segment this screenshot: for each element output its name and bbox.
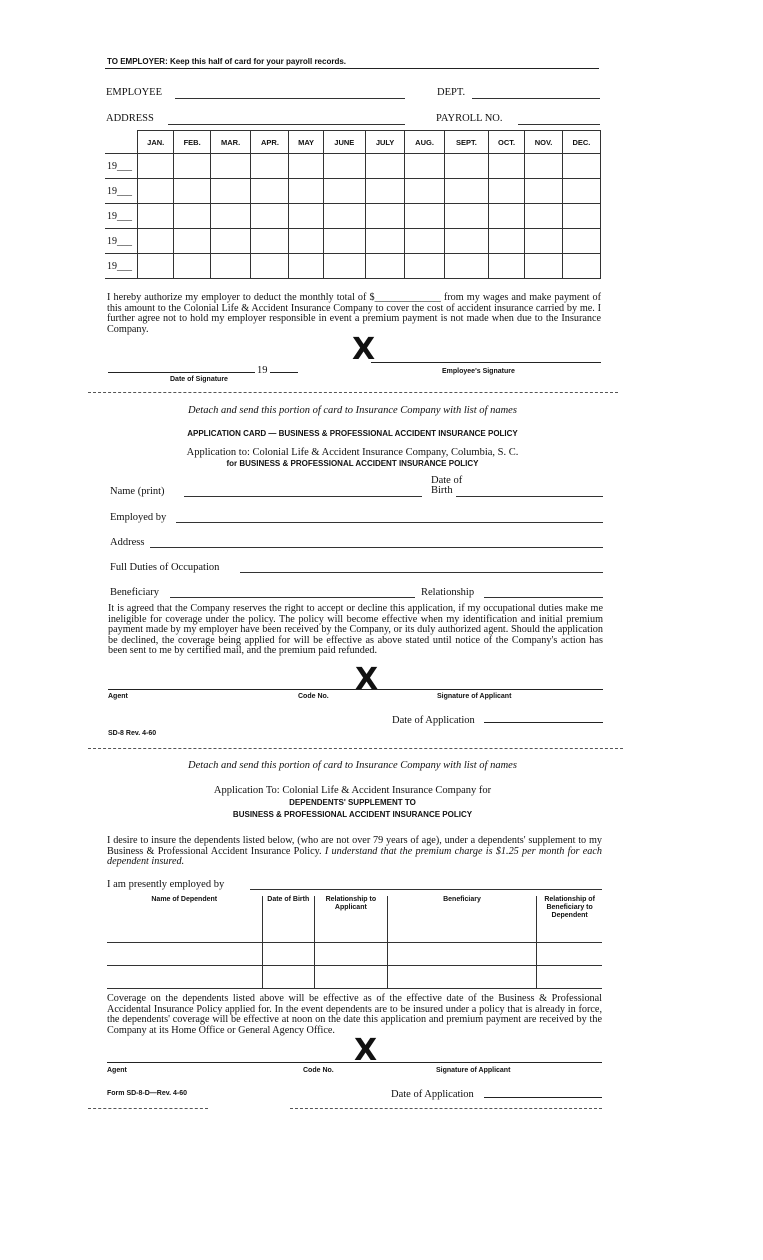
dob-field[interactable] bbox=[456, 484, 603, 497]
dependents-title-1: DEPENDENTS' SUPPLEMENT TO bbox=[289, 798, 416, 807]
dep-date-of-application-line[interactable] bbox=[484, 1097, 602, 1098]
payroll-cell[interactable] bbox=[251, 204, 289, 229]
desire-text-main: I desire to insure the dependents listed below, (who are not over 79 years of age), under a dependents' supplement to my Business & Professional Accident Insurance Policy. bbox=[107, 835, 602, 857]
month-header: JUNE bbox=[323, 131, 365, 154]
name-label: Name (print) bbox=[110, 486, 165, 497]
date-year: 19 bbox=[257, 365, 268, 376]
payroll-cell[interactable] bbox=[562, 154, 600, 179]
dob-label-2: Birth bbox=[431, 485, 453, 496]
payroll-cell[interactable] bbox=[174, 229, 210, 254]
authorization-text: I hereby authorize my employer to deduct the monthly total of $_____________ from my wages and make payment of this amount to the Colonial Life & Accident Insurance Company to cover the cost of accident insurance carried by me. I further agree not to hold my employer responsible in event a premium payment is not made when due to the Insurance Company. bbox=[107, 292, 601, 335]
desire-text-premium: I understand that the premium charge is $1.25 per month for each dependent insured. bbox=[107, 845, 603, 867]
payroll-cell[interactable] bbox=[488, 204, 524, 229]
year-label: 19___ bbox=[105, 154, 138, 179]
payroll-cell[interactable] bbox=[488, 254, 524, 279]
date-of-signature-line[interactable] bbox=[108, 372, 255, 373]
dependent-cell[interactable] bbox=[315, 966, 388, 989]
payroll-cell[interactable] bbox=[138, 179, 174, 204]
payroll-cell[interactable] bbox=[138, 204, 174, 229]
month-header: APR. bbox=[251, 131, 289, 154]
payroll-cell[interactable] bbox=[525, 229, 563, 254]
month-header: DEC. bbox=[562, 131, 600, 154]
payroll-cell[interactable] bbox=[525, 204, 563, 229]
payroll-cell[interactable] bbox=[525, 179, 563, 204]
coverage-text: Coverage on the dependents listed above will be effective as of the effective date of the Business & Professional Accidental Insurance Policy applied for. In the event dependents are to be insured under a policy that is already in force, the dependents' coverage will be effective at noon on the date this application and premium payment are received by the Company at its Home Office or General Agency Office. bbox=[107, 993, 602, 1036]
payroll-cell[interactable] bbox=[289, 229, 323, 254]
employee-signature-line[interactable] bbox=[371, 362, 601, 363]
year-label: 19___ bbox=[105, 229, 138, 254]
payroll-cell[interactable] bbox=[405, 254, 445, 279]
dependent-cell[interactable] bbox=[387, 943, 537, 966]
payroll-cell[interactable] bbox=[488, 229, 524, 254]
payroll-cell[interactable] bbox=[444, 179, 488, 204]
presently-employed-field[interactable] bbox=[250, 877, 602, 890]
payroll-cell[interactable] bbox=[251, 254, 289, 279]
payroll-cell[interactable] bbox=[405, 229, 445, 254]
payroll-cell[interactable] bbox=[174, 254, 210, 279]
payroll-cell[interactable] bbox=[174, 204, 210, 229]
payroll-cell[interactable] bbox=[251, 229, 289, 254]
payroll-cell[interactable] bbox=[444, 204, 488, 229]
payroll-cell[interactable] bbox=[174, 154, 210, 179]
payroll-cell[interactable] bbox=[251, 179, 289, 204]
payroll-cell[interactable] bbox=[210, 204, 251, 229]
beneficiary-field[interactable] bbox=[170, 585, 415, 598]
payroll-cell[interactable] bbox=[323, 254, 365, 279]
detach-note-1: Detach and send this portion of card to Insurance Company with list of names bbox=[188, 405, 517, 416]
date-year-line[interactable] bbox=[270, 372, 298, 373]
dependent-cell[interactable] bbox=[262, 943, 315, 966]
year-label: 19___ bbox=[105, 204, 138, 229]
month-header: OCT. bbox=[488, 131, 524, 154]
dependent-cell[interactable] bbox=[537, 920, 602, 943]
month-header: MAY bbox=[289, 131, 323, 154]
payroll-cell[interactable] bbox=[562, 229, 600, 254]
payroll-cell[interactable] bbox=[365, 204, 404, 229]
header-rule bbox=[105, 68, 599, 69]
payroll-cell[interactable] bbox=[365, 179, 404, 204]
dependents-application-to: Application To: Colonial Life & Accident Insurance Company for bbox=[213, 785, 492, 796]
duties-field[interactable] bbox=[240, 560, 603, 573]
payroll-cell[interactable] bbox=[323, 154, 365, 179]
payroll-year-row bbox=[105, 154, 601, 179]
agent-label: Agent bbox=[108, 693, 128, 700]
payroll-cell[interactable] bbox=[210, 254, 251, 279]
dep-date-of-application-label: Date of Application bbox=[391, 1089, 474, 1100]
payroll-cell[interactable] bbox=[525, 254, 563, 279]
detach-note-2: Detach and send this portion of card to Insurance Company with list of names bbox=[188, 760, 517, 771]
year-header bbox=[105, 131, 138, 154]
payroll-year-row bbox=[105, 254, 601, 279]
date-of-application-label: Date of Application bbox=[392, 715, 475, 726]
agent-signature-line[interactable] bbox=[108, 689, 603, 690]
payroll-cell[interactable] bbox=[562, 254, 600, 279]
payroll-cell[interactable] bbox=[444, 254, 488, 279]
presently-employed-label: I am presently employed by bbox=[107, 879, 225, 890]
dob-label-1: Date of bbox=[431, 475, 463, 486]
payroll-cell[interactable] bbox=[210, 179, 251, 204]
payroll-cell[interactable] bbox=[365, 154, 404, 179]
year-label: 19___ bbox=[105, 254, 138, 279]
payroll-cell[interactable] bbox=[405, 154, 445, 179]
applicant-signature-label: Signature of Applicant bbox=[437, 693, 512, 700]
dep-agent-signature-line[interactable] bbox=[107, 1062, 602, 1063]
payroll-no-field[interactable] bbox=[518, 112, 600, 125]
date-of-signature-label: Date of Signature bbox=[170, 376, 228, 383]
app-signature-x-mark: X bbox=[355, 662, 379, 697]
for-policy: for BUSINESS & PROFESSIONAL ACCIDENT INSURANCE POLICY bbox=[226, 459, 479, 468]
month-header: SEPT. bbox=[444, 131, 488, 154]
payroll-cell[interactable] bbox=[289, 154, 323, 179]
form-number-1: SD-8 Rev. 4-60 bbox=[108, 730, 157, 737]
dependent-cell[interactable] bbox=[537, 943, 602, 966]
employed-by-field[interactable] bbox=[176, 510, 603, 523]
payroll-cell[interactable] bbox=[365, 254, 404, 279]
payroll-cell[interactable] bbox=[289, 204, 323, 229]
application-to: Application to: Colonial Life & Accident Insurance Company, Columbia, S. C. bbox=[186, 447, 519, 458]
dependent-cell[interactable] bbox=[315, 943, 388, 966]
employee-field[interactable] bbox=[175, 86, 405, 99]
dependent-cell[interactable] bbox=[387, 966, 537, 989]
month-header: JULY bbox=[365, 131, 404, 154]
year-label: 19___ bbox=[105, 179, 138, 204]
dependent-row bbox=[107, 920, 602, 943]
dependents-column-header: Relationship of Beneficiary to Dependent bbox=[537, 896, 602, 920]
dependent-cell[interactable] bbox=[107, 943, 262, 966]
payroll-cell[interactable] bbox=[444, 154, 488, 179]
payroll-cell[interactable] bbox=[562, 204, 600, 229]
payroll-year-row bbox=[105, 179, 601, 204]
payroll-cell[interactable] bbox=[138, 254, 174, 279]
payroll-cell[interactable] bbox=[525, 154, 563, 179]
employee-signature-label: Employee's Signature bbox=[442, 368, 515, 375]
dep-agent-label: Agent bbox=[107, 1067, 127, 1074]
desire-text bbox=[107, 836, 602, 868]
payroll-cell[interactable] bbox=[289, 179, 323, 204]
month-header: AUG. bbox=[405, 131, 445, 154]
employed-by-label: Employed by bbox=[110, 512, 167, 523]
payroll-cell[interactable] bbox=[444, 229, 488, 254]
dependent-cell[interactable] bbox=[387, 920, 537, 943]
payroll-cell[interactable] bbox=[210, 154, 251, 179]
signature-x-mark: X bbox=[352, 332, 376, 367]
dept-label: DEPT. bbox=[437, 87, 466, 98]
beneficiary-label: Beneficiary bbox=[110, 587, 159, 598]
perforation-line-2 bbox=[88, 748, 623, 749]
name-field[interactable] bbox=[184, 484, 422, 497]
app-address-field[interactable] bbox=[150, 535, 603, 548]
dep-signature-label: Signature of Applicant bbox=[436, 1067, 511, 1074]
dependents-column-header: Date of Birth bbox=[262, 896, 315, 920]
dependent-cell[interactable] bbox=[262, 920, 315, 943]
payroll-cell[interactable] bbox=[174, 179, 210, 204]
dependent-cell[interactable] bbox=[262, 966, 315, 989]
payroll-year-row bbox=[105, 204, 601, 229]
payroll-cell[interactable] bbox=[251, 154, 289, 179]
address-field[interactable] bbox=[168, 112, 405, 125]
code-no-label: Code No. bbox=[298, 693, 329, 700]
agreement-text: It is agreed that the Company reserves the right to accept or decline this application, if my occupational duties make me ineligible for coverage under the policy. The policy will become effective when my identification and initial premium payment made by my employer have been received by the Company, or its duly authorized agent. Should the application be declined, the coverage being applied for will be effective as above stated until notice of the Company's action has been sent to me by certified mail, and the premium paid refunded. bbox=[108, 603, 603, 656]
dependents-column-header: Name of Dependent bbox=[107, 896, 262, 920]
payroll-cell[interactable] bbox=[138, 229, 174, 254]
dependent-row bbox=[107, 966, 602, 989]
payroll-no-label: PAYROLL NO. bbox=[436, 113, 503, 124]
payroll-cell[interactable] bbox=[405, 204, 445, 229]
app-address-label: Address bbox=[110, 537, 145, 548]
payroll-cell[interactable] bbox=[323, 204, 365, 229]
dependent-cell[interactable] bbox=[107, 920, 262, 943]
payroll-year-row bbox=[105, 229, 601, 254]
dep-code-no-label: Code No. bbox=[303, 1067, 334, 1074]
date-of-application-line[interactable] bbox=[484, 722, 603, 723]
dependents-column-header: Beneficiary bbox=[387, 896, 537, 920]
payroll-cell[interactable] bbox=[562, 179, 600, 204]
dependent-row bbox=[107, 943, 602, 966]
dependents-title-2: BUSINESS & PROFESSIONAL ACCIDENT INSURANCE POLICY bbox=[232, 810, 473, 819]
payroll-cell[interactable] bbox=[488, 154, 524, 179]
relationship-label: Relationship bbox=[421, 587, 475, 598]
form-number-2: Form SD-8-D—Rev. 4-60 bbox=[107, 1090, 188, 1097]
payroll-table bbox=[105, 130, 601, 279]
perforation-line-3a bbox=[88, 1108, 208, 1109]
dependents-table bbox=[107, 896, 602, 989]
month-header: JAN. bbox=[138, 131, 174, 154]
dependent-cell[interactable] bbox=[107, 966, 262, 989]
dept-field[interactable] bbox=[472, 86, 600, 99]
month-header: FEB. bbox=[174, 131, 210, 154]
payroll-cell[interactable] bbox=[138, 154, 174, 179]
payroll-cell[interactable] bbox=[210, 229, 251, 254]
application-card-title: APPLICATION CARD — BUSINESS & PROFESSIONAL ACCIDENT INSURANCE POLICY bbox=[187, 429, 518, 438]
month-header: MAR. bbox=[210, 131, 251, 154]
employee-label: EMPLOYEE bbox=[106, 87, 162, 98]
address-label: ADDRESS bbox=[106, 113, 154, 124]
dependent-cell[interactable] bbox=[537, 966, 602, 989]
relationship-field[interactable] bbox=[484, 585, 603, 598]
employer-header: TO EMPLOYER: Keep this half of card for your payroll records. bbox=[107, 57, 347, 66]
dep-signature-x-mark: X bbox=[354, 1033, 378, 1068]
duties-label: Full Duties of Occupation bbox=[110, 562, 220, 573]
dependents-column-header: Relationship to Applicant bbox=[315, 896, 388, 920]
payroll-cell[interactable] bbox=[323, 179, 365, 204]
payroll-cell[interactable] bbox=[289, 254, 323, 279]
payroll-cell[interactable] bbox=[488, 179, 524, 204]
payroll-cell[interactable] bbox=[323, 229, 365, 254]
dependent-cell[interactable] bbox=[315, 920, 388, 943]
payroll-cell[interactable] bbox=[365, 229, 404, 254]
perforation-line-1 bbox=[88, 392, 618, 393]
month-header: NOV. bbox=[525, 131, 563, 154]
perforation-line-3b bbox=[290, 1108, 602, 1109]
payroll-cell[interactable] bbox=[405, 179, 445, 204]
